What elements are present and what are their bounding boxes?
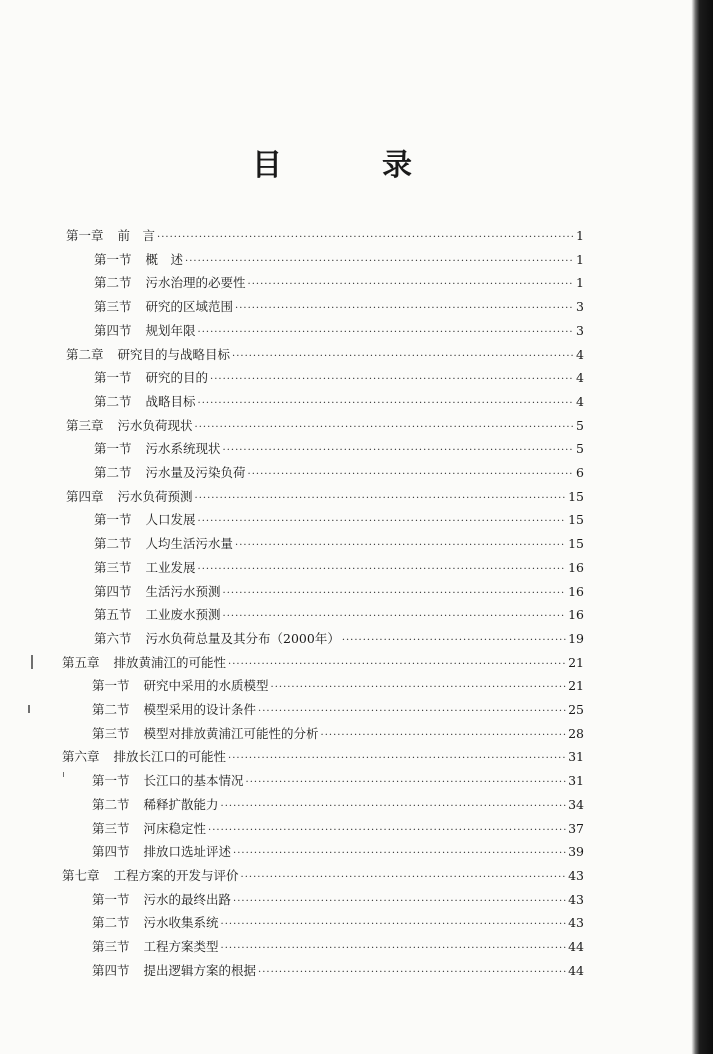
- toc-page-number: 1: [576, 251, 584, 267]
- toc-entry-label: 第四节: [94, 322, 132, 338]
- toc-section-row: [94, 394, 584, 412]
- toc-entry-label: 第三节: [92, 820, 130, 836]
- toc-chapter-row: [66, 489, 584, 507]
- toc-section-row: [94, 252, 584, 270]
- toc-entry-title: 河床稳定性: [143, 820, 207, 836]
- toc-entry-title: 污水系统现状: [145, 441, 221, 457]
- toc-page-number: 16: [568, 583, 584, 599]
- toc-dot-leader: [232, 349, 574, 365]
- toc-page-number: 15: [568, 536, 584, 552]
- toc-page-number: 31: [568, 773, 584, 789]
- toc-dot-leader: [185, 254, 574, 270]
- toc-page-number: 21: [568, 654, 584, 670]
- toc-page-number: 3: [576, 322, 584, 338]
- toc-entry-title: 研究中采用的水质模型: [143, 678, 269, 694]
- toc-section-row: [94, 441, 584, 459]
- toc-entry-title: 工业发展: [145, 559, 196, 575]
- scan-speck: [63, 772, 64, 777]
- toc-entry-title: 长江口的基本情况: [143, 773, 244, 789]
- toc-dot-leader: [321, 728, 567, 744]
- toc-page-number: 1: [576, 228, 584, 243]
- toc-entry-label: 第六章: [62, 749, 100, 765]
- toc-section-row: [92, 963, 584, 981]
- toc-chapter-row: [66, 228, 584, 246]
- toc-section-row: [94, 370, 584, 388]
- toc-page-number: 19: [568, 630, 584, 646]
- toc-entry-title: 人均生活污水量: [145, 536, 234, 552]
- toc-entry-title: 研究的目的: [145, 370, 209, 386]
- toc-entry-title: 规划年限: [145, 322, 196, 338]
- toc-entry-title: 模型采用的设计条件: [143, 702, 257, 717]
- toc-dot-leader: [342, 633, 566, 649]
- toc-entry-label: 第一节: [94, 512, 132, 528]
- toc-section-row: [92, 702, 584, 720]
- toc-dot-leader: [198, 562, 567, 578]
- toc-dot-leader: [246, 775, 567, 791]
- toc-page-number: 43: [568, 891, 584, 907]
- toc-entry-label: 第二节: [94, 536, 132, 552]
- toc-page-number: 28: [568, 725, 584, 741]
- toc-page-number: 4: [576, 370, 584, 386]
- toc-entry-label: 第一节: [94, 370, 132, 386]
- toc-dot-leader: [223, 609, 567, 625]
- toc-entry-title: 研究目的与战略目标: [117, 346, 231, 362]
- toc-section-row: [94, 607, 584, 625]
- toc-section-row: [94, 536, 584, 554]
- toc-section-row: [92, 797, 584, 815]
- toc-entry-label: 第六节: [94, 630, 132, 646]
- scan-page-edge: [683, 0, 713, 1054]
- toc-dot-leader: [208, 823, 566, 839]
- toc-entry-label: 第三章: [66, 417, 104, 433]
- toc-entry-title: 排放口选址评述: [143, 844, 232, 860]
- toc-entry-title: 人口发展: [145, 512, 196, 528]
- toc-dot-leader: [258, 965, 566, 981]
- toc-entry-label: 第二节: [92, 796, 130, 812]
- toc-entry-title: 模型对排放黄浦江可能性的分析: [143, 725, 319, 741]
- toc-dot-leader: [241, 870, 567, 886]
- title-char-left: 目: [252, 148, 282, 183]
- toc-entry-label: 第二节: [94, 393, 132, 409]
- toc-section-row: [92, 939, 584, 957]
- toc-entry-title: 前 言: [117, 228, 156, 243]
- toc-page-number: 34: [568, 796, 584, 812]
- toc-dot-leader: [210, 372, 574, 388]
- toc-dot-leader: [221, 917, 567, 933]
- toc-section-row: [92, 821, 584, 839]
- toc-dot-leader: [195, 420, 575, 436]
- toc-entry-label: 第二节: [94, 465, 132, 480]
- toc-section-row: [92, 915, 584, 933]
- toc-entry-label: 第二节: [92, 915, 130, 931]
- toc-section-row: [94, 323, 584, 341]
- toc-chapter-row: [66, 418, 584, 436]
- toc-entry-label: 第二节: [92, 702, 130, 717]
- toc-section-row: [92, 726, 584, 744]
- toc-page-number: 4: [576, 346, 584, 362]
- toc-page-number: 43: [568, 867, 584, 883]
- toc-page-number: 15: [568, 488, 584, 504]
- toc-entry-title: 工程方案类型: [143, 939, 219, 954]
- toc-section-row: [94, 275, 584, 293]
- toc-page-number: 4: [576, 393, 584, 409]
- toc-page-number: 44: [568, 962, 584, 978]
- toc-entry-title: 战略目标: [145, 393, 196, 409]
- toc-entry-title: 生活污水预测: [145, 583, 221, 599]
- toc-page-number: 43: [568, 915, 584, 931]
- toc-section-row: [94, 560, 584, 578]
- toc-entry-title: 提出逻辑方案的根据: [143, 962, 257, 978]
- toc-entry-title: 排放黄浦江的可能性: [113, 654, 227, 670]
- toc-section-row: [94, 299, 584, 317]
- toc-entry-title: 污水的最终出路: [143, 891, 232, 907]
- toc-page-number: 31: [568, 749, 584, 765]
- toc-entry-title: 污水负荷预测: [117, 488, 193, 504]
- toc-entry-label: 第三节: [94, 559, 132, 575]
- toc-dot-leader: [233, 894, 566, 910]
- title-char-right: 录: [382, 148, 412, 183]
- toc-entry-label: 第三节: [92, 725, 130, 741]
- toc-entry-title: 工业废水预测: [145, 607, 221, 623]
- toc-dot-leader: [233, 846, 566, 862]
- toc-chapter-row: [62, 655, 584, 673]
- toc-entry-title: 污水负荷总量及其分布（2000年）: [145, 630, 340, 646]
- toc-section-row: [92, 844, 584, 862]
- toc-dot-leader: [157, 230, 574, 246]
- toc-chapter-row: [62, 749, 584, 767]
- toc-entry-title: 研究的区域范围: [145, 299, 234, 315]
- toc-entry-label: 第一节: [92, 773, 130, 789]
- toc-dot-leader: [228, 657, 566, 673]
- toc-dot-leader: [223, 443, 575, 459]
- toc-entry-label: 第一节: [94, 251, 132, 267]
- toc-page-number: 3: [576, 299, 584, 315]
- toc-page-number: 6: [576, 465, 584, 480]
- toc-entry-label: 第一章: [66, 228, 104, 243]
- toc-section-row: [94, 465, 584, 483]
- toc-chapter-row: [66, 347, 584, 365]
- toc-entry-title: 稀释扩散能力: [143, 796, 219, 812]
- toc-chapter-row: [62, 868, 584, 886]
- toc-entry-label: 第四节: [94, 583, 132, 599]
- toc-entry-title: 排放长江口的可能性: [113, 749, 227, 765]
- toc-entry-label: 第一节: [94, 441, 132, 457]
- toc-page-number: 5: [576, 417, 584, 433]
- toc-dot-leader: [271, 680, 567, 696]
- toc-dot-leader: [198, 514, 567, 530]
- toc-entry-label: 第一节: [92, 891, 130, 907]
- toc-section-row: [92, 678, 584, 696]
- toc-section-row: [94, 512, 584, 530]
- page-title: [252, 142, 412, 182]
- toc-page-number: 1: [576, 275, 584, 291]
- toc-entry-label: 第二章: [66, 346, 104, 362]
- toc-entry-title: 工程方案的开发与评价: [113, 867, 239, 883]
- toc-dot-leader: [195, 491, 567, 507]
- toc-section-row: [92, 773, 584, 791]
- toc-dot-leader: [248, 467, 575, 483]
- toc-page-number: 15: [568, 512, 584, 528]
- toc-dot-leader: [235, 538, 566, 554]
- toc-entry-label: 第三节: [94, 299, 132, 315]
- toc-dot-leader: [223, 586, 567, 602]
- toc-entry-label: 第三节: [92, 939, 130, 954]
- toc-entry-label: 第五章: [62, 654, 100, 670]
- toc-page-number: 44: [568, 939, 584, 954]
- scan-speck: [28, 705, 30, 713]
- toc-entry-label: 第二节: [94, 275, 132, 291]
- toc-dot-leader: [198, 396, 575, 412]
- toc-dot-leader: [258, 704, 566, 720]
- toc-section-row: [94, 631, 584, 649]
- toc-entry-label: 第五节: [94, 607, 132, 623]
- toc-dot-leader: [221, 941, 567, 957]
- toc-page-number: 21: [568, 678, 584, 694]
- toc-dot-leader: [248, 277, 575, 293]
- toc-page-number: 16: [568, 559, 584, 575]
- toc-entry-label: 第一节: [92, 678, 130, 694]
- toc-dot-leader: [235, 301, 574, 317]
- toc-section-row: [94, 584, 584, 602]
- toc-dot-leader: [221, 799, 567, 815]
- toc-dot-leader: [228, 751, 566, 767]
- toc-page-number: 5: [576, 441, 584, 457]
- toc-page-number: 39: [568, 844, 584, 860]
- toc-entry-label: 第七章: [62, 867, 100, 883]
- toc-dot-leader: [198, 325, 575, 341]
- toc-entry-label: 第四章: [66, 488, 104, 504]
- toc-entry-label: 第四节: [92, 844, 130, 860]
- toc-entry-title: 污水量及污染负荷: [145, 465, 246, 480]
- toc-entry-title: 污水治理的必要性: [145, 275, 246, 291]
- toc-page-number: 16: [568, 607, 584, 623]
- scan-speck: [31, 655, 33, 669]
- toc-entry-title: 污水收集系统: [143, 915, 219, 931]
- toc-entry-label: 第四节: [92, 962, 130, 978]
- toc-entry-title: 概 述: [145, 251, 184, 267]
- toc-section-row: [92, 892, 584, 910]
- toc-entry-title: 污水负荷现状: [117, 417, 193, 433]
- toc-page-number: 37: [568, 820, 584, 836]
- toc-page-number: 25: [568, 702, 584, 717]
